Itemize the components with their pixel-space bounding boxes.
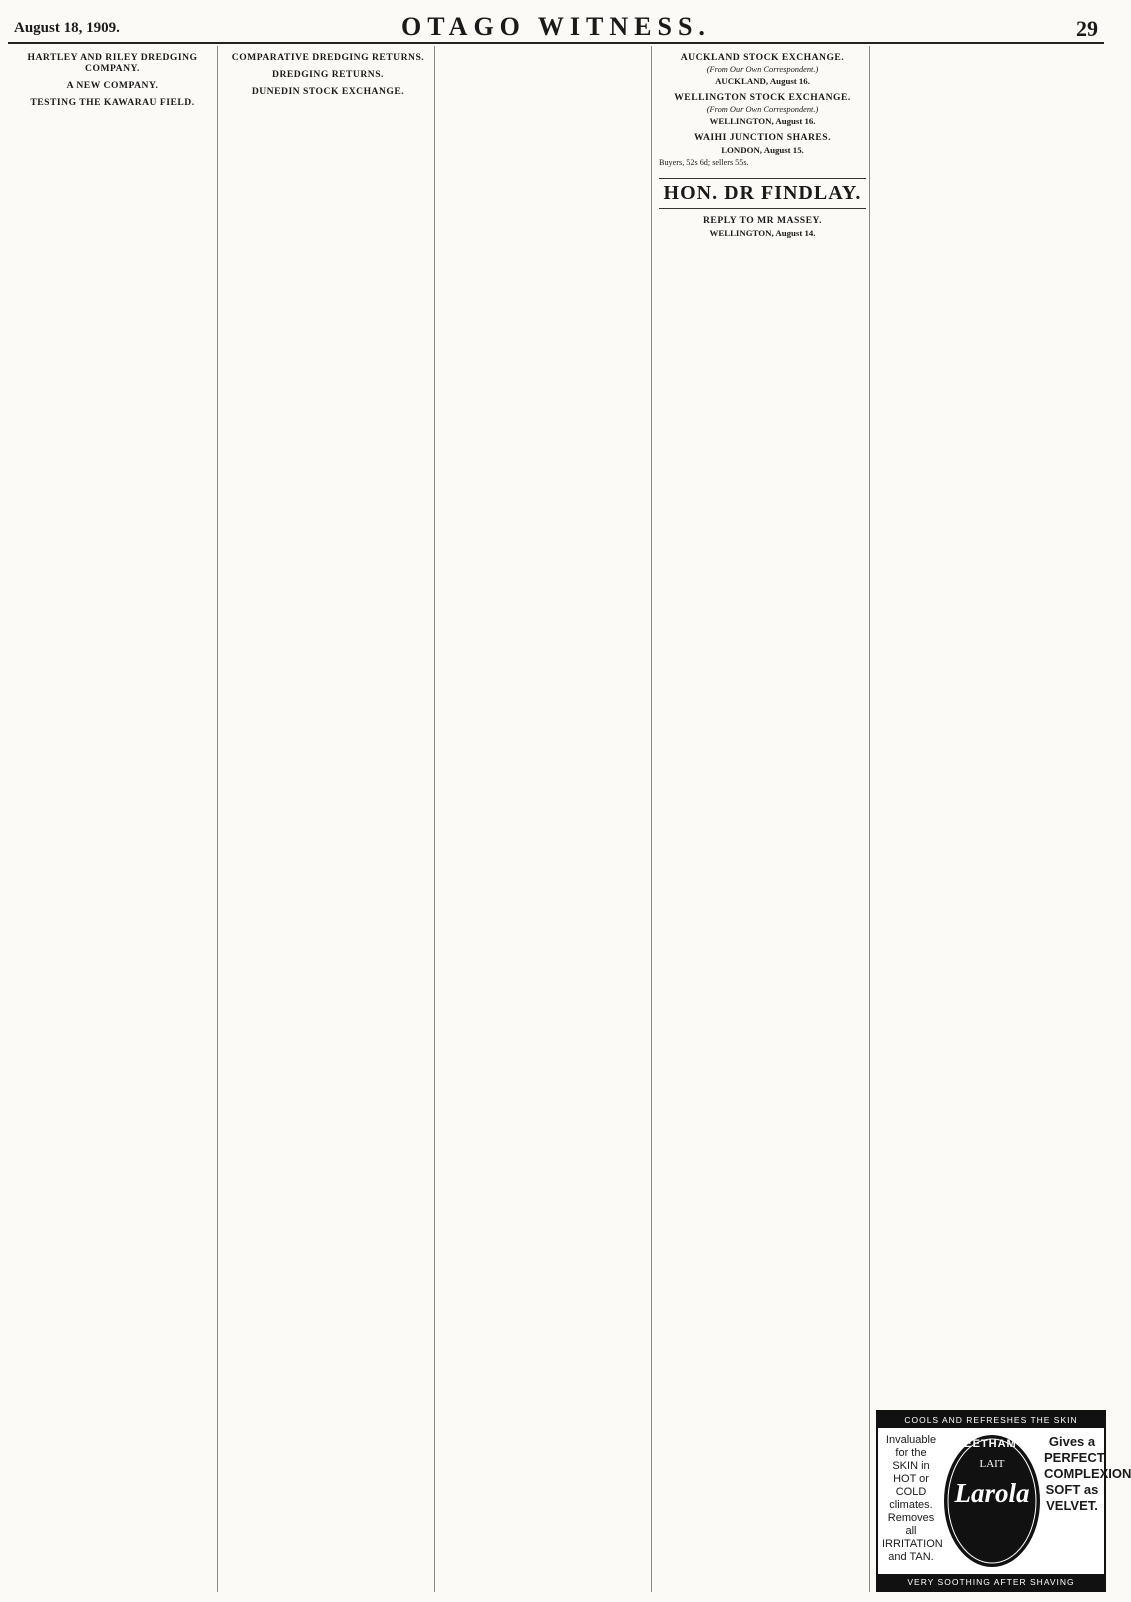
ad-left-text: Invaluable for the SKIN in HOT or COLD climates. Removes all IRRITATION and TAN. [882, 1434, 943, 1563]
article-heading-auckland-exchange: AUCKLAND STOCK EXCHANGE. [680, 52, 845, 63]
dateline-waihi: LONDON, August 15. [721, 145, 804, 155]
ad-right-text: Gives a PERFECT COMPLEXION SOFT as VELVET. [1044, 1434, 1131, 1513]
masthead [8, 6, 1104, 44]
dateline-findlay: WELLINGTON, August 14. [709, 228, 816, 239]
article-subheading-auckland: (From Our Own Correspondent.) [706, 65, 819, 74]
article-subheading-wellington: (From Our Own Correspondent.) [706, 105, 819, 114]
newspaper-title: OTAGO WITNESS. [401, 12, 711, 41]
column-3 [439, 46, 652, 1592]
column-2 [222, 46, 435, 1592]
page-number: 29 [1076, 16, 1098, 41]
ad-brand: BEETHAM'S [955, 1438, 1029, 1450]
article-heading-dredging-returns: DREDGING RETURNS. [272, 69, 384, 80]
column-4 [656, 46, 870, 1592]
article-heading-waihi-junction: WAIHI JUNCTION SHARES. [693, 132, 832, 143]
article-heading-comparative-returns: COMPARATIVE DREDGING RETURNS. [231, 52, 425, 63]
ad-product-name: Larola [954, 1478, 1030, 1508]
column-1 [8, 46, 218, 1592]
article-heading-dunedin-exchange: DUNEDIN STOCK EXCHANGE. [251, 86, 405, 97]
article-body-waihi: Buyers, 52s 6d; sellers 55s. [659, 158, 749, 167]
article-heading-new-company: A NEW COMPANY. [66, 80, 159, 91]
ad-bottom-banner: VERY SOOTHING AFTER SHAVING [878, 1574, 1104, 1590]
article-heading-hartley-riley: HARTLEY AND RILEY DREDGING COMPANY. [27, 52, 198, 74]
dateline-auckland: AUCKLAND, August 16. [715, 76, 810, 86]
article-heading-findlay: HON. DR FINDLAY. [659, 178, 866, 209]
larola-advertisement [876, 1410, 1131, 1592]
column-5 [874, 46, 1131, 1592]
ad-lait: LAIT [979, 1458, 1005, 1470]
article-heading-kawarau: TESTING THE KAWARAU FIELD. [30, 97, 195, 108]
article-heading-wellington-exchange: WELLINGTON STOCK EXCHANGE. [674, 92, 851, 103]
ad-top-banner: COOLS AND REFRESHES THE SKIN [878, 1412, 1104, 1428]
article-subheading-findlay: REPLY TO MR MASSEY. [703, 215, 822, 227]
issue-date: August 18, 1909. [14, 20, 120, 36]
dateline-wellington: WELLINGTON, August 16. [709, 116, 816, 126]
